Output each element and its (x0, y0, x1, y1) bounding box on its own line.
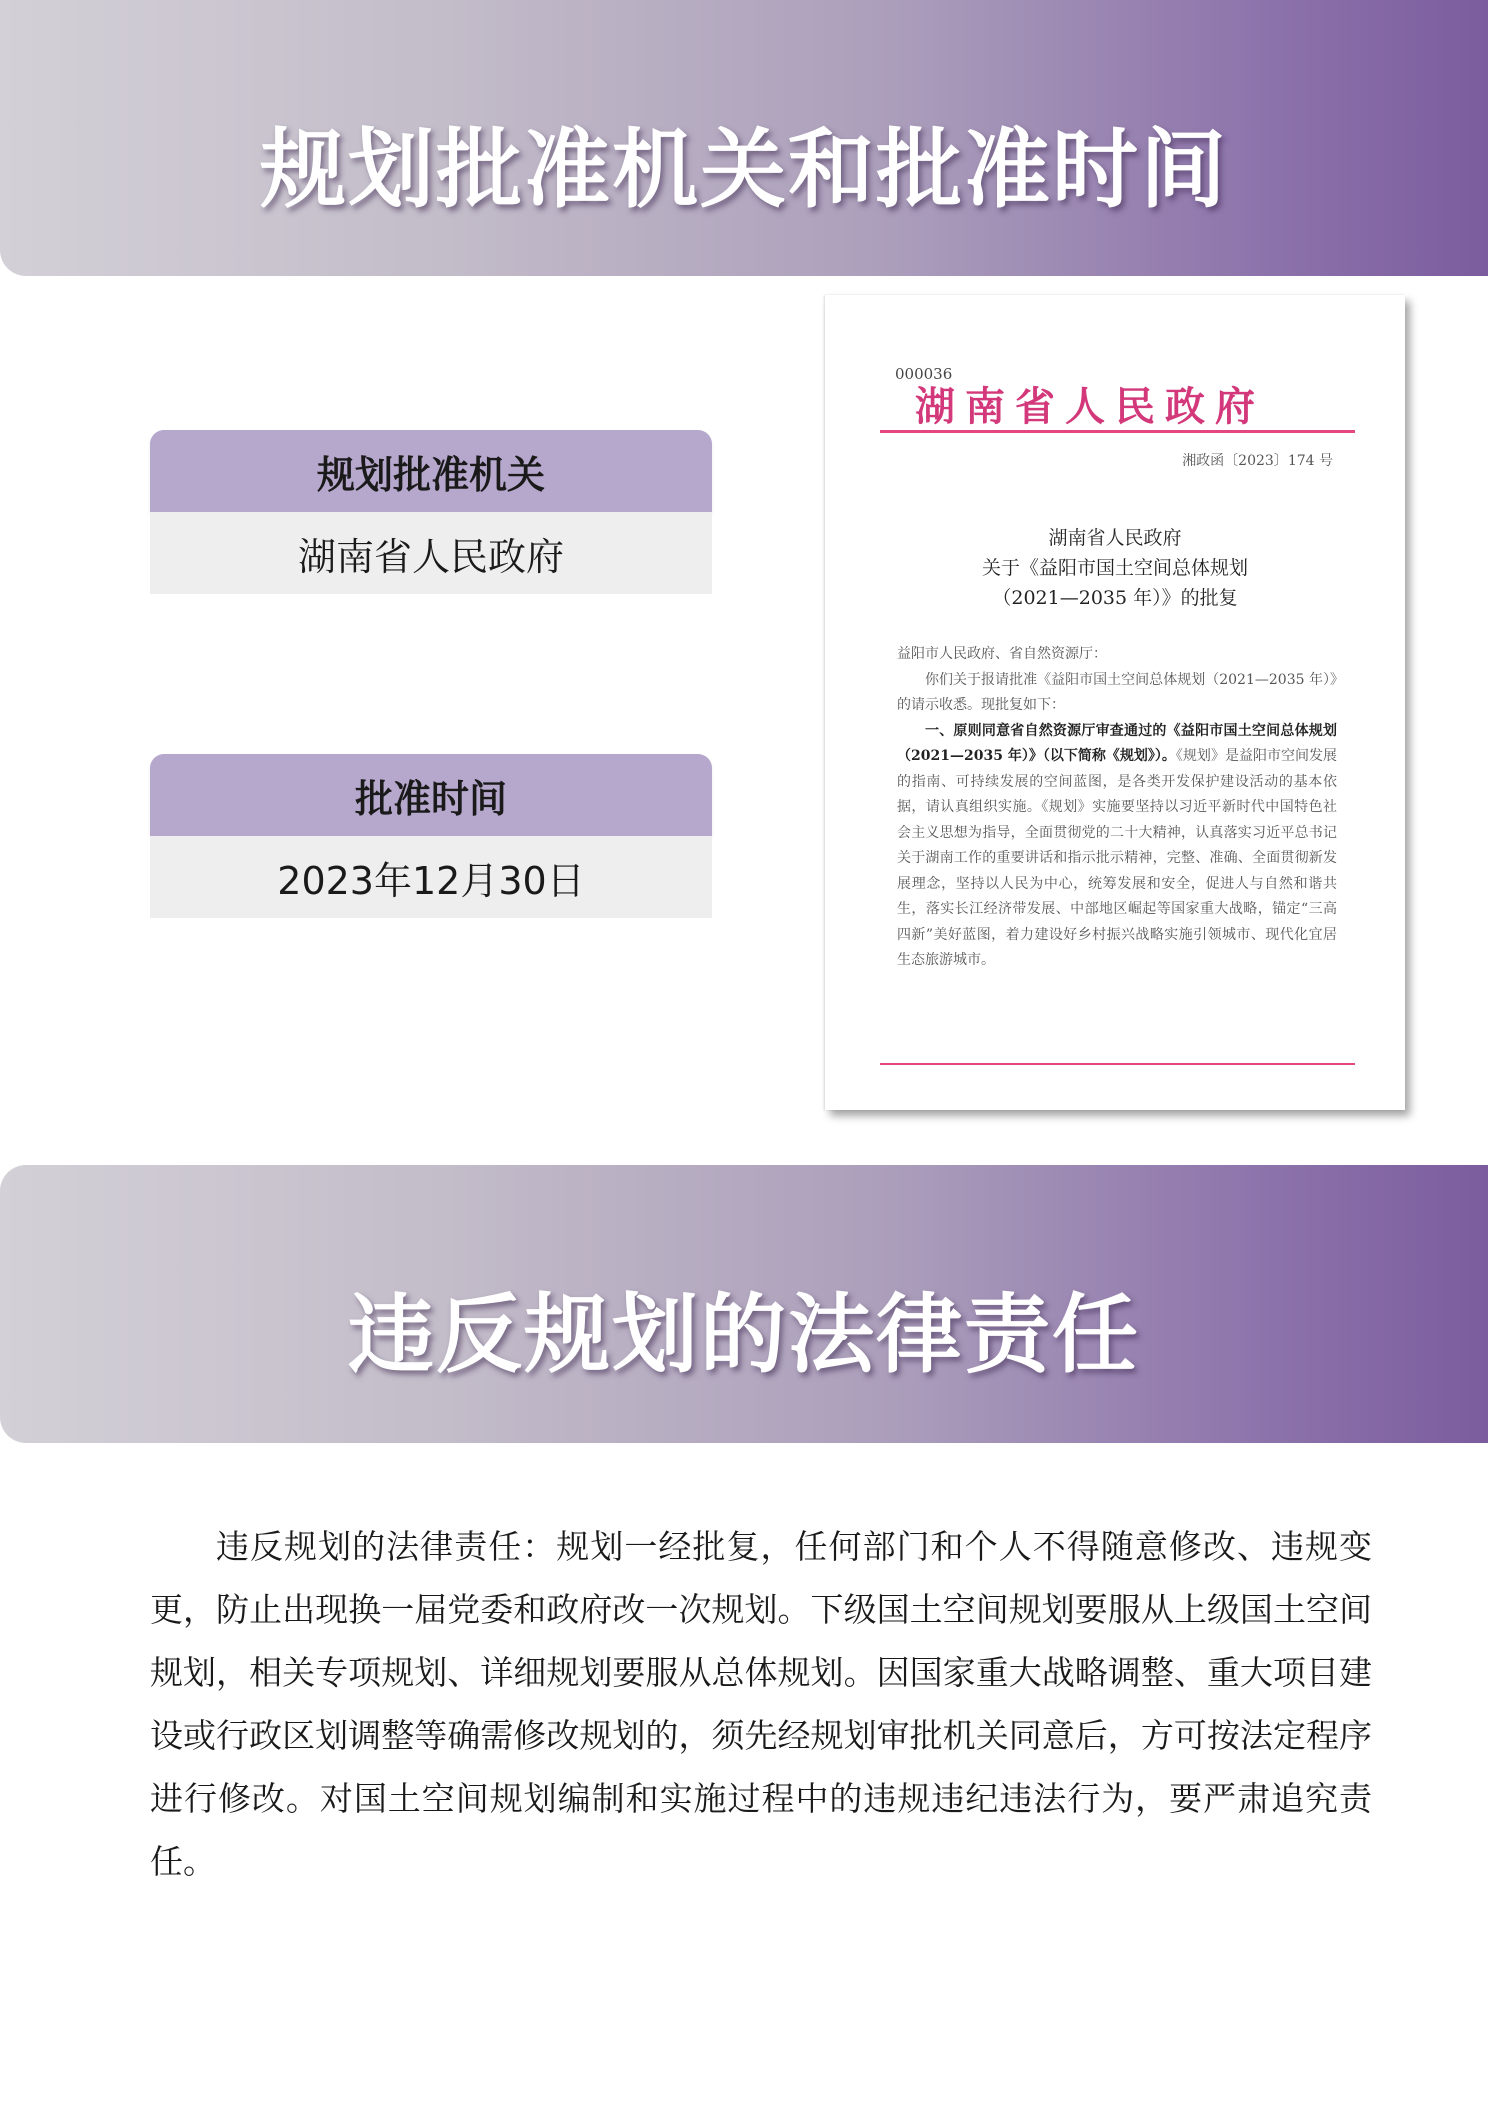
document-footer-rule (880, 1063, 1355, 1065)
document-header-rule (880, 430, 1355, 433)
document-subject-line: （2021—2035 年）》的批复 (992, 587, 1238, 609)
document-body (897, 642, 1337, 974)
legal-responsibility-paragraph: 违反规划的法律责任：规划一经批复，任何部门和个人不得随意修改、违规变更，防止出现换一届党委和政府改一次规划。下级国土空间规划要服从上级国土空间规划，相关专项规划、详细规划要服从总体规划。因国家重大战略调整、重大项目建设或行政区划调整等确需修改规划的，须先经规划审批机关同意后，方可按法定程序进行修改。对国土空间规划编制和实施过程中的违规违纪违法行为，要严肃追究责任。 (150, 1527, 1372, 1881)
section-banner-approval (0, 0, 1488, 276)
approval-date-value: 2023年12月30日 (150, 836, 712, 918)
approval-authority-label: 规划批准机关 (150, 430, 712, 512)
document-point-1-heading: 一、原则同意省自然资源厅审查通过的《益阳市国土空间总体规划（2021—2035 年）》（以下简称《规划》）。 (897, 722, 1337, 764)
document-point-1-text: 《规划》是益阳市空间发展的指南、可持续发展的空间蓝图，是各类开发保护建设活动的基本依据，请认真组织实施。《规划》实施要坚持以习近平新时代中国特色社会主义思想为指导，全面贯彻党的二十大精神，认真落实习近平总书记关于湖南工作的重要讲话和指示批示精神，完整、准确、全面贯彻新发展理念，坚持以人民为中心，统筹发展和安全，促进人与自然和谐共生，落实长江经济带发展、中部地区崛起等国家重大战略，锚定“三高四新”美好蓝图，着力建设好乡村振兴战略实施引领城市、现代化宜居生态旅游城市。 (897, 748, 1337, 968)
document-addressee: 益阳市人民政府、省自然资源厅： (897, 646, 1107, 662)
approval-authority-value: 湖南省人民政府 (150, 512, 712, 594)
approval-authority-card (150, 430, 712, 594)
section-title-legal: 违反规划的法律责任 (348, 1285, 1140, 1385)
document-ref-number: 湘政函〔2023〕174 号 (1182, 453, 1333, 469)
document-subject-line: 湖南省人民政府 (1048, 527, 1182, 549)
approval-date-card (150, 754, 712, 918)
section-title-approval: 规划批准机关和批准时间 (260, 120, 1228, 220)
document-subject-line: 关于《益阳市国土空间总体规划 (981, 557, 1248, 579)
document-issuer-header: 湖南省人民政府 (915, 383, 1265, 430)
approval-document-image (825, 295, 1405, 1110)
document-intro: 你们关于报请批准《益阳市国土空间总体规划（2021—2035 年）》的请示收悉。现批复如下： (897, 671, 1337, 713)
document-point-1 (897, 719, 1337, 974)
approval-date-label: 批准时间 (150, 754, 712, 836)
document-serial: 000036 (895, 365, 953, 383)
